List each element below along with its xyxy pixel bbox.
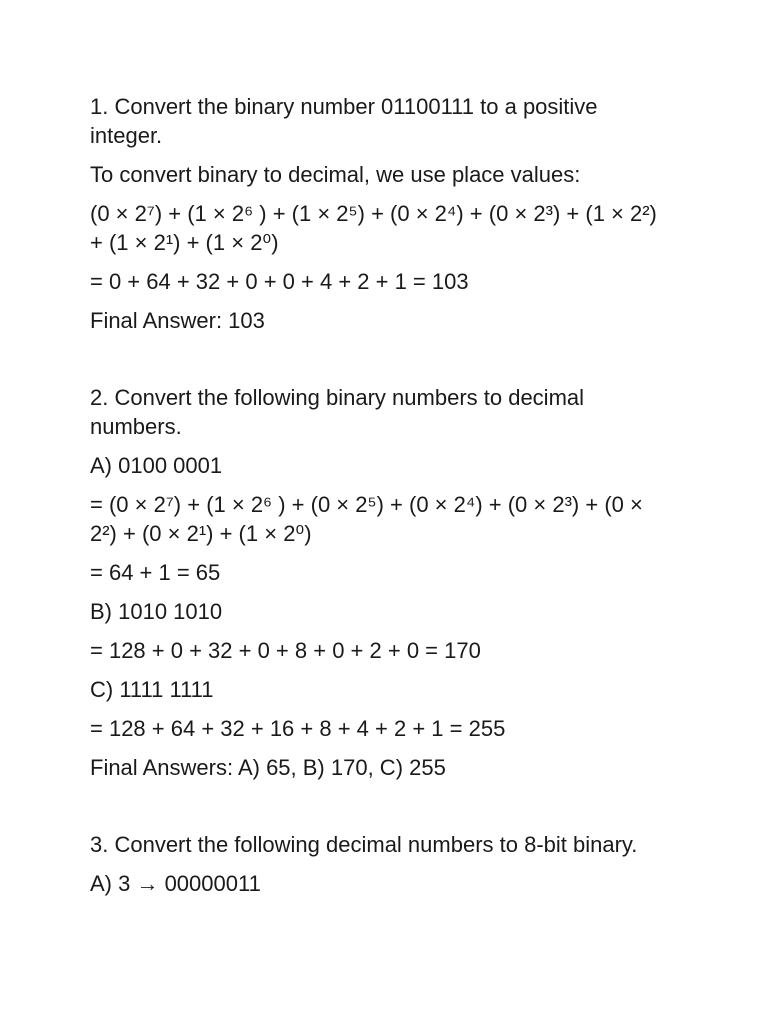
question-3a-answer: A) 3 → 00000011	[90, 871, 261, 896]
section-spacer	[90, 345, 670, 383]
question-2a-expansion: = (0 × 2⁷) + (1 × 2⁶ ) + (0 × 2⁵) + (0 × 2⁴) + (0 × 2³) + (0 × 2²) + (0 × 2¹) + (1 × 2⁰)	[90, 492, 643, 546]
question-1-heading: 1. Convert the binary number 01100111 to a positive integer.	[90, 94, 598, 148]
document-page	[90, 92, 670, 908]
section-1	[90, 92, 670, 335]
question-2c-label: C) 1111 1111	[90, 677, 214, 702]
section-spacer	[90, 792, 670, 830]
question-2-heading: 2. Convert the following binary numbers to decimal numbers.	[90, 385, 585, 439]
question-2b-result: = 128 + 0 + 32 + 0 + 8 + 0 + 2 + 0 = 170	[90, 638, 481, 663]
question-2c-result: = 128 + 64 + 32 + 16 + 8 + 4 + 2 + 1 = 255	[90, 716, 506, 741]
question-1-expansion: (0 × 2⁷) + (1 × 2⁶ ) + (1 × 2⁵) + (0 × 2⁴) + (0 × 2³) + (1 × 2²) + (1 × 2¹) + (1 × 2⁰)	[90, 201, 657, 255]
question-2b-label: B) 1010 1010	[90, 599, 223, 624]
question-1-explanation: To convert binary to decimal, we use place values:	[90, 162, 581, 187]
question-2-final-answers: Final Answers: A) 65, B) 170, C) 255	[90, 755, 446, 780]
question-2a-result: = 64 + 1 = 65	[90, 560, 221, 585]
section-2	[90, 383, 670, 782]
question-3-heading: 3. Convert the following decimal numbers to 8-bit binary.	[90, 832, 638, 857]
question-1-sum: = 0 + 64 + 32 + 0 + 0 + 4 + 2 + 1 = 103	[90, 269, 469, 294]
question-2a-label: A) 0100 0001	[90, 453, 223, 478]
question-1-final-answer: Final Answer: 103	[90, 308, 265, 333]
section-3	[90, 830, 670, 898]
